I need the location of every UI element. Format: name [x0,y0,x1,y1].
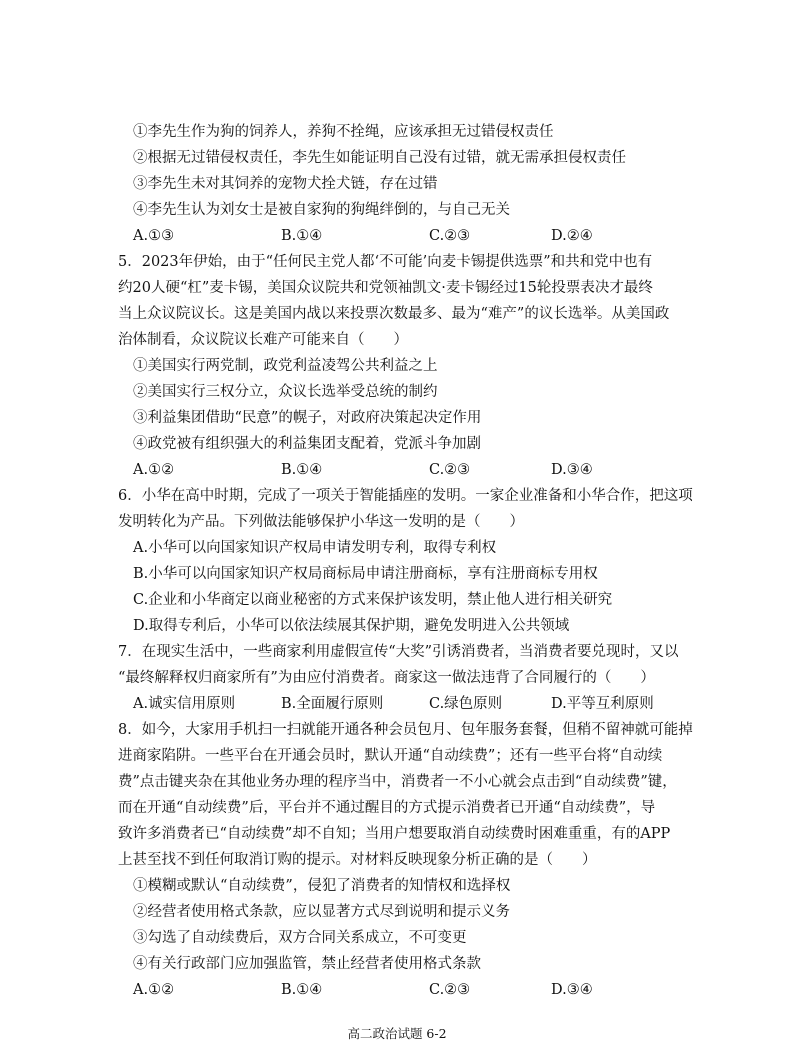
q8-stem-line-5: 致许多消费者已“自动续费”却不自知；当用户想要取消自动续费时困难重重，有的APP [118,826,671,842]
q7-stem-line-1: 7．在现实生活中，一些商家利用虚假宣传“大奖”引诱消费者，当消费者要兑现时，又以 [118,644,679,660]
q6-choice-d[interactable]: D.取得专利后，小华可以依法续展其保护期，避免发明进入公共领域 [133,618,570,634]
q6-choice-b[interactable]: B.小华可以向国家知识产权局商标局申请注册商标，享有注册商标专用权 [133,566,598,582]
q8-option-b[interactable]: B.①④ [281,982,323,998]
q6-choice-c[interactable]: C.企业和小华商定以商业秘密的方式来保护该发明，禁止他人进行相关研究 [133,592,613,608]
q6-stem-line-1: 6．小华在高中时期，完成了一项关于智能插座的发明。一家企业准备和小华合作，把这项 [118,488,693,504]
q5-option-d[interactable]: D.③④ [551,462,593,478]
q8-stem-line-3: 费”点击键夹杂在其他业务办理的程序当中，消费者一不小心就会点击到“自动续费”键， [118,774,677,790]
q6-choice-a[interactable]: A.小华可以向国家知识产权局申请发明专利，取得专利权 [133,540,497,556]
q8-stem-line-4: 而在开通“自动续费”后，平台并不通过醒目的方式提示消费者已开通“自动续费”，导 [118,800,656,816]
q8-statement-3: ③勾选了自动续费后，双方合同关系成立，不可变更 [133,930,467,946]
q5-stem-line-3: 当上众议院议长。这是美国内战以来投票次数最多、最为“难产”的议长选举。从美国政 [118,306,670,322]
q5-statement-1: ①美国实行两党制，政党利益凌驾公共利益之上 [133,358,438,374]
q7-option-d[interactable]: D.平等互利原则 [551,696,654,712]
q5-stem-line-2: 约20人硬“杠”麦卡锡，美国众议院共和党领袖凯文·麦卡锡经过15轮投票表决才最终 [118,280,653,296]
q5-stem-line-4: 治体制看，众议院议长难产可能来自（ ） [118,332,408,348]
q8-statement-2: ②经营者使用格式条款，应以显著方式尽到说明和提示义务 [133,904,510,920]
q6-stem-line-2: 发明转化为产品。下列做法能够保护小华这一发明的是（ ） [118,514,524,530]
q4-statement-3: ③李先生未对其饲养的宠物犬拴犬链，存在过错 [133,176,438,192]
q5-statement-2: ②美国实行三权分立，众议长选举受总统的制约 [133,384,438,400]
q8-option-a[interactable]: A.①② [133,982,175,998]
q5-statement-3: ③利益集团借助“民意”的幌子，对政府决策起决定作用 [133,410,482,426]
q8-stem-line-6: 上甚至找不到任何取消订购的提示。对材料反映现象分析正确的是（ ） [118,852,597,868]
q5-statement-4: ④政党被有组织强大的利益集团支配着，党派斗争加剧 [133,436,481,452]
q4-option-a[interactable]: A.①③ [133,228,175,244]
q4-statement-2: ②根据无过错侵权责任，李先生如能证明自己没有过错，就无需承担侵权责任 [133,150,626,166]
q5-option-c[interactable]: C.②③ [429,462,471,478]
q8-option-d[interactable]: D.③④ [551,982,593,998]
q8-statement-4: ④有关行政部门应加强监管，禁止经营者使用格式条款 [133,956,481,972]
q7-stem-line-2: “最终解释权归商家所有”为由应付消费者。商家这一做法违背了合同履行的（ ） [118,670,655,686]
q8-stem-line-1: 8．如今，大家用手机扫一扫就能开通各种会员包月、包年服务套餐，但稍不留神就可能掉 [118,722,693,738]
q4-option-c[interactable]: C.②③ [429,228,471,244]
q4-option-d[interactable]: D.②④ [551,228,593,244]
page-footer: 高二政治试题 6-2 [347,1026,447,1041]
q4-statement-1: ①李先生作为狗的饲养人，养狗不拴绳，应该承担无过错侵权责任 [133,124,554,140]
q5-stem-line-1: 5．2023年伊始，由于“任何民主党人都‘不可能’向麦卡锡提供选票”和共和党中也有 [118,254,653,270]
q8-statement-1: ①模糊或默认“自动续费”，侵犯了消费者的知情权和选择权 [133,878,511,894]
q5-option-a[interactable]: A.①② [133,462,175,478]
q7-option-b[interactable]: B.全面履行原则 [281,696,384,712]
q7-option-c[interactable]: C.绿色原则 [429,696,503,712]
q8-stem-line-2: 进商家陷阱。一些平台在开通会员时，默认开通“自动续费”；还有一些平台将“自动续 [118,748,663,764]
q4-statement-4: ④李先生认为刘女士是被自家狗的狗绳绊倒的，与自己无关 [133,202,510,218]
q5-option-b[interactable]: B.①④ [281,462,323,478]
q8-option-c[interactable]: C.②③ [429,982,471,998]
q7-option-a[interactable]: A.诚实信用原则 [133,696,236,712]
q4-option-b[interactable]: B.①④ [281,228,323,244]
